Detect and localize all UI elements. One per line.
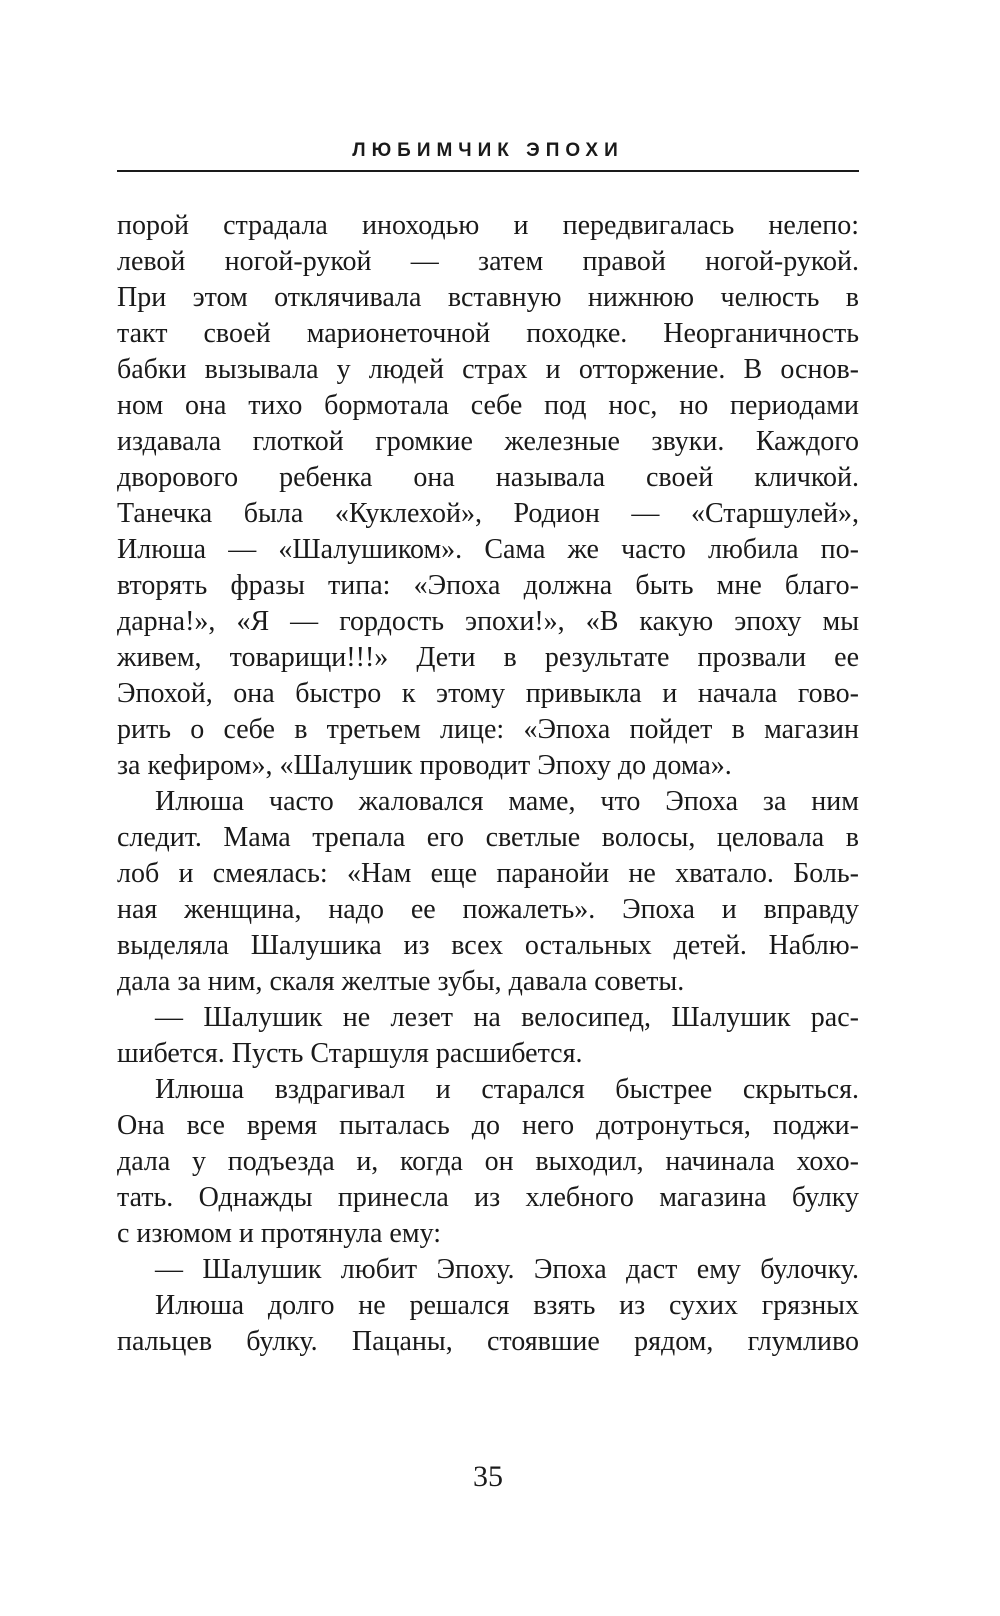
text-line: за кефиром», «Шалушик проводит Эпоху до дома».: [117, 750, 732, 781]
text-line: Илюша — «Шалушиком». Сама же часто любила по-: [117, 534, 859, 565]
text-line: следит. Мама трепала его светлые волосы, целовала в: [117, 822, 859, 853]
text-line: тать. Однажды принесла из хлебного магазина булку: [117, 1182, 859, 1213]
text-line: рить о себе в третьем лице: «Эпоха пойдет в магазин: [117, 714, 859, 745]
header-rule: [117, 170, 859, 172]
text-line: Эпохой, она быстро к этому привыкла и начала гово-: [117, 678, 859, 709]
text-line: с изюмом и протянула ему:: [117, 1218, 441, 1249]
text-line: Танечка была «Куклехой», Родион — «Старшулей»,: [117, 498, 859, 529]
running-head: ЛЮБИМЧИК ЭПОХИ: [352, 140, 624, 161]
text-line: При этом отклячивала вставную нижнюю челюсть в: [117, 282, 859, 313]
text-line: левой ногой-рукой — затем правой ногой-рукой.: [117, 246, 859, 277]
text-line: дворового ребенка она называла своей кличкой.: [117, 462, 859, 493]
text-line: — Шалушик любит Эпоху. Эпоха даст ему булочку.: [155, 1254, 859, 1285]
text-line: Илюша вздрагивал и старался быстрее скрыться.: [155, 1074, 859, 1105]
text-line: дарна!», «Я — гордость эпохи!», «В какую эпоху мы: [117, 606, 859, 637]
body-text: [117, 208, 859, 1360]
text-line: дала у подъезда и, когда он выходил, начинала хохо-: [117, 1146, 859, 1177]
text-line: Она все время пыталась до него дотронуться, поджи-: [117, 1110, 859, 1141]
text-line: такт своей марионеточной походке. Неорганичность: [117, 318, 859, 349]
text-line: выделяла Шалушика из всех остальных детей. Наблю-: [117, 930, 859, 961]
text-line: издавала глоткой громкие железные звуки. Каждого: [117, 426, 859, 457]
text-line: лоб и смеялась: «Нам еще паранойи не хватало. Боль-: [117, 858, 859, 889]
text-line: ном она тихо бормотала себе под нос, но периодами: [117, 390, 859, 421]
text-line: — Шалушик не лезет на велосипед, Шалушик рас-: [155, 1002, 859, 1033]
text-line: ная женщина, надо ее пожалеть». Эпоха и вправду: [117, 894, 859, 925]
text-line: вторять фразы типа: «Эпоха должна быть мне благо-: [117, 570, 859, 601]
text-line: Илюша долго не решался взять из сухих грязных: [155, 1290, 859, 1321]
text-line: бабки вызывала у людей страх и отторжение. В основ-: [117, 354, 859, 385]
text-line: живем, товарищи!!!» Дети в результате прозвали ее: [117, 642, 859, 673]
text-line: порой страдала иноходью и передвигалась нелепо:: [117, 210, 859, 241]
text-line: дала за ним, скаля желтые зубы, давала советы.: [117, 966, 685, 997]
text-line: Илюша часто жаловался маме, что Эпоха за ним: [155, 786, 859, 817]
text-line: шибется. Пусть Старшуля расшибется.: [117, 1038, 583, 1069]
page-number: 35: [473, 1460, 503, 1493]
text-line: пальцев булку. Пацаны, стоявшие рядом, глумливо: [117, 1326, 859, 1357]
